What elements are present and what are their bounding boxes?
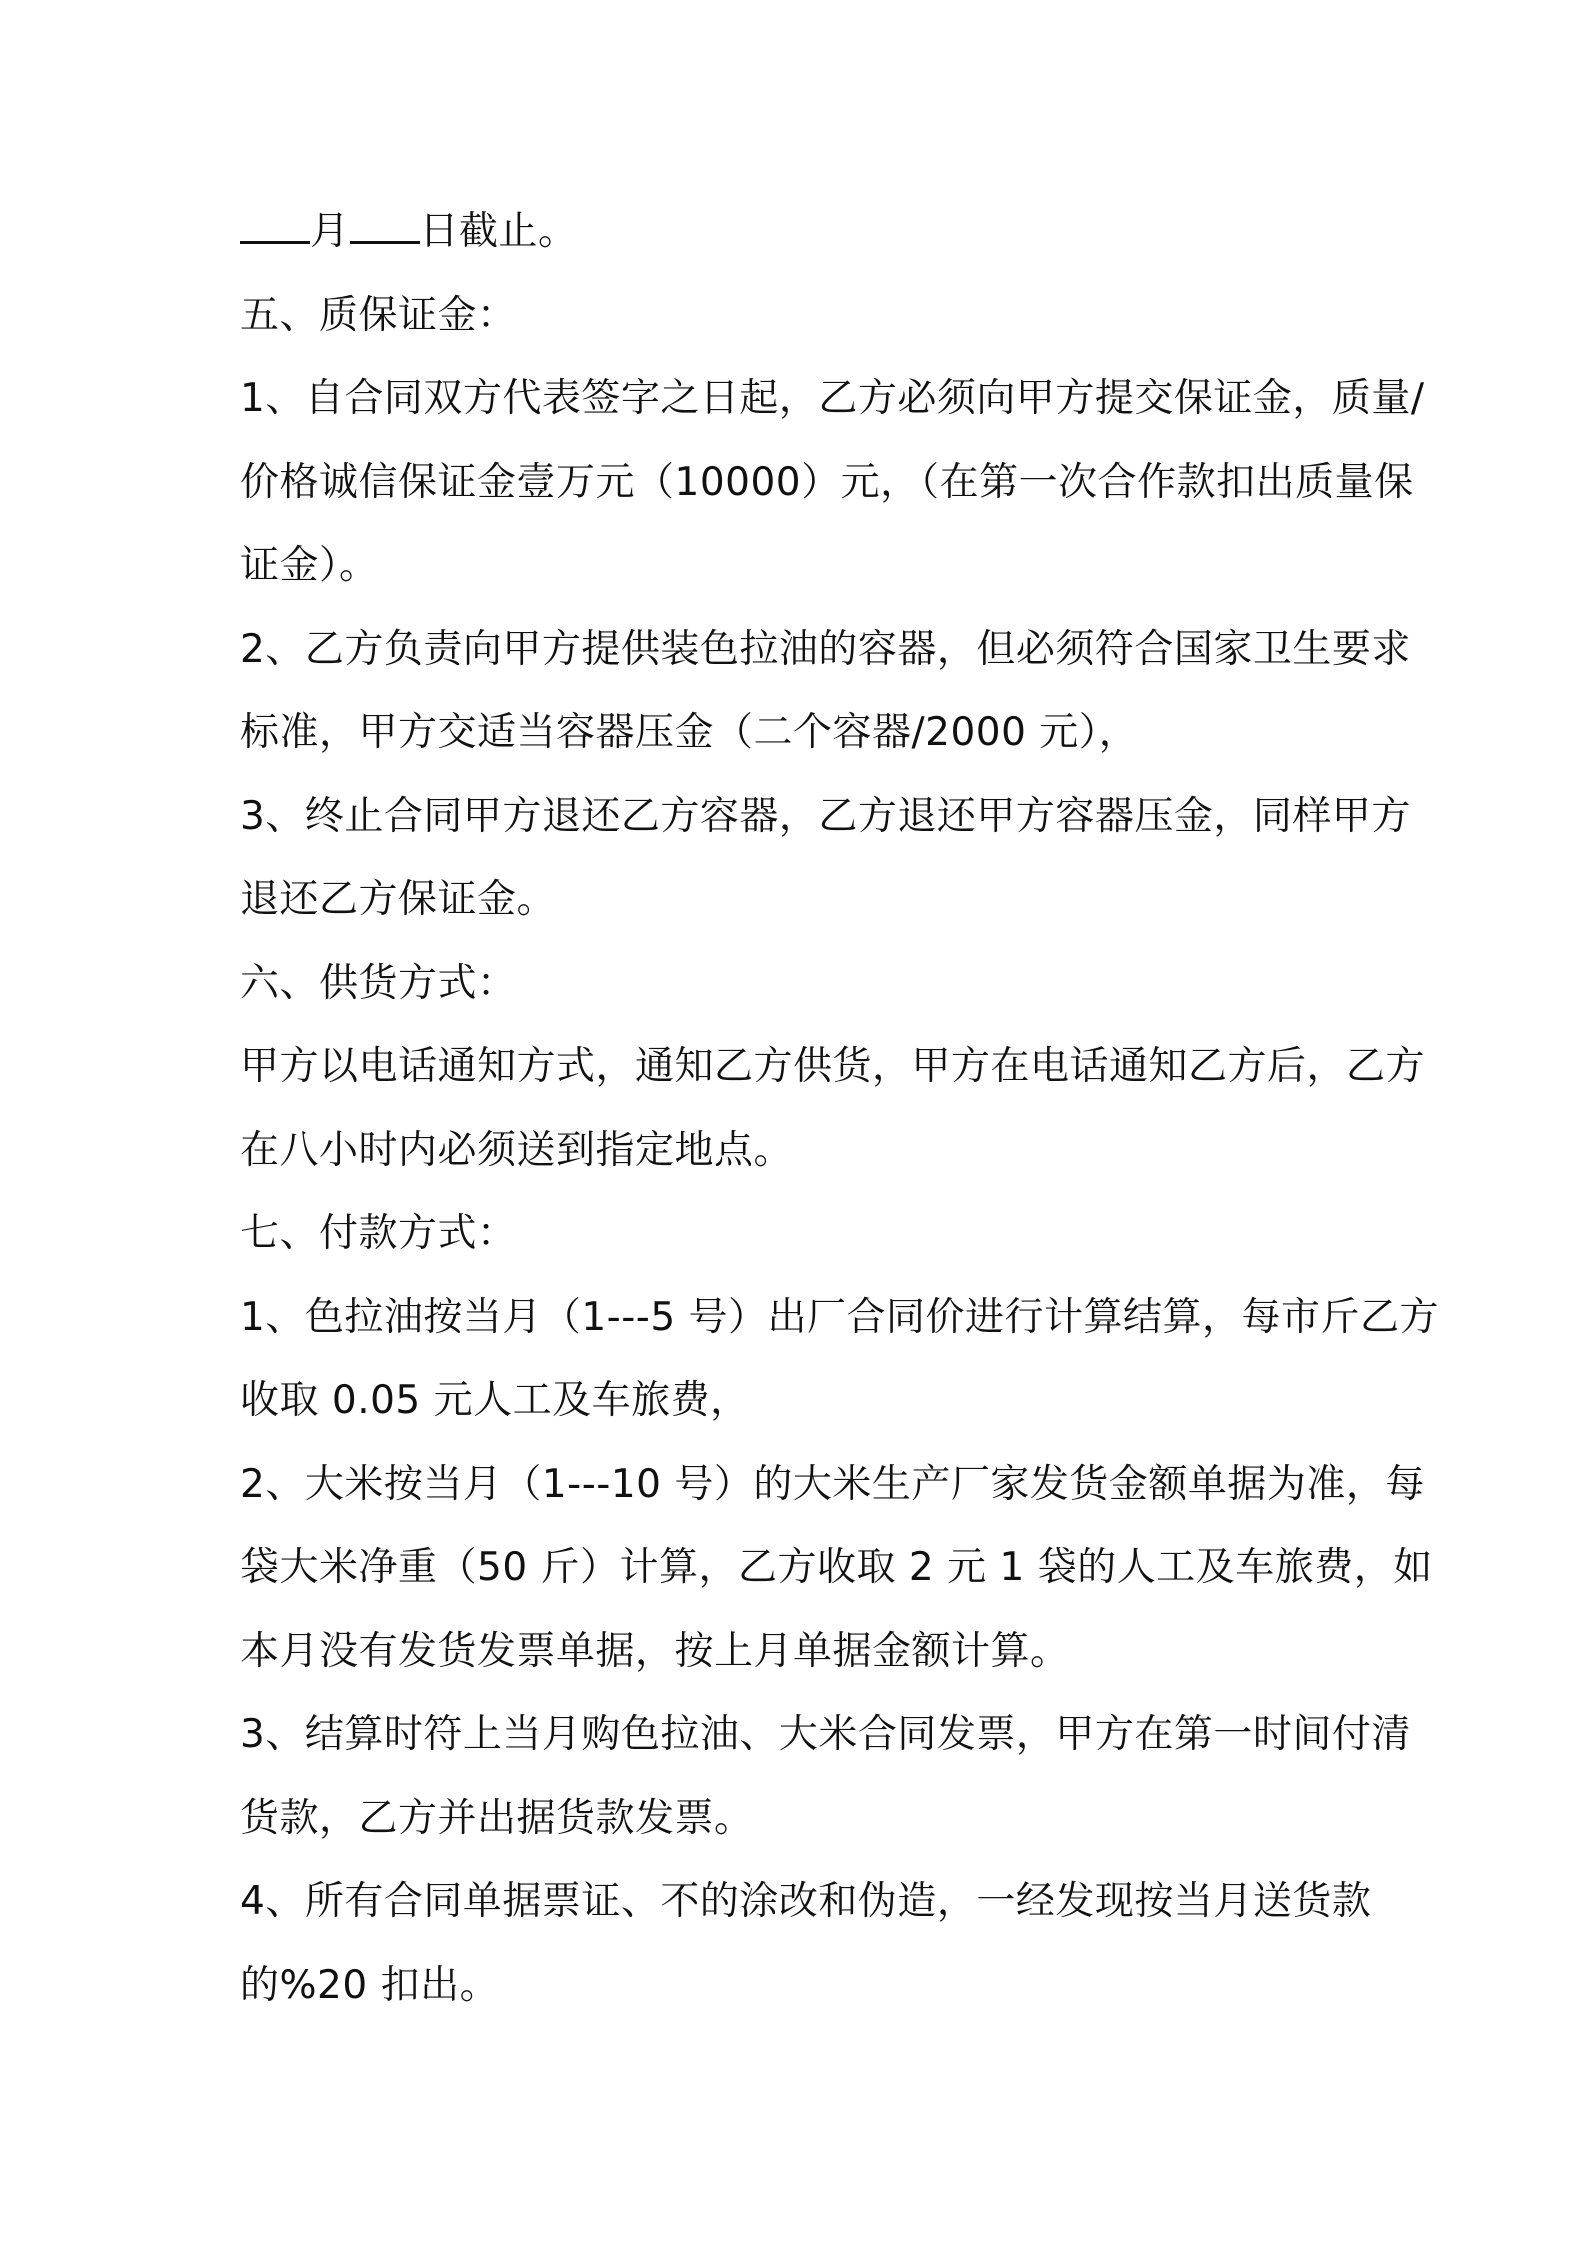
paragraph-line: 价格诚信保证金壹万元（10000）元，（在第一次合作款扣出质量保 [240,459,1414,505]
paragraph-line: 标准，甲方交适当容器压金（二个容器/2000 元）， [240,710,1139,755]
paragraph-line: 4、所有合同单据票证、不的涂改和伪造，一经发现按当月送货款 [240,1879,1372,1924]
section-heading-supply-method: 六、供货方式： [240,960,517,1006]
section-heading-payment-method: 七、付款方式： [240,1211,517,1256]
document-body [240,190,1440,2027]
paragraph-line: 2、大米按当月（1---10 号）的大米生产厂家发货金额单据为准，每 [240,1461,1425,1507]
paragraph-line: 袋大米净重（50 斤）计算，乙方收取 2 元 1 袋的人工及车旅费，如 [240,1545,1433,1590]
paragraph-line: 本月没有发货发票单据，按上月单据金额计算。 [240,1628,1070,1674]
month-suffix: 月 [310,209,350,254]
paragraph-line: 甲方以电话通知方式，通知乙方供货，甲方在电话通知乙方后，乙方 [240,1044,1426,1089]
paragraph-line: 退还乙方保证金。 [240,877,557,922]
date-deadline-line [240,190,1360,274]
paragraph-line: 3、结算时符上当月购色拉油、大米合同发票，甲方在第一时间付清 [240,1712,1411,1757]
paragraph-line: 的%20 扣出。 [240,1962,500,2008]
paragraph-line: 1、自合同双方代表签字之日起，乙方必须向甲方提交保证金，质量/ [240,376,1425,421]
month-blank [240,211,310,244]
paragraph-line: 收取 0.05 元人工及车旅费， [240,1378,750,1423]
day-suffix: 日截止。 [419,209,578,254]
paragraph-line: 2、乙方负责向甲方提供装色拉油的容器，但必须符合国家卫生要求 [240,626,1411,672]
paragraph-line: 在八小时内必须送到指定地点。 [240,1127,794,1173]
day-blank [350,211,420,244]
paragraph-line: 1、色拉油按当月（1---5 号）出厂合同价进行计算结算，每市斤乙方 [240,1294,1440,1340]
paragraph-line: 证金）。 [240,543,379,588]
section-heading-warranty-deposit: 五、质保证金： [240,292,517,338]
paragraph-line: 3、终止合同甲方退还乙方容器，乙方退还甲方容器压金，同样甲方 [240,793,1411,839]
paragraph-line: 货款，乙方并出据货款发票。 [240,1795,754,1841]
